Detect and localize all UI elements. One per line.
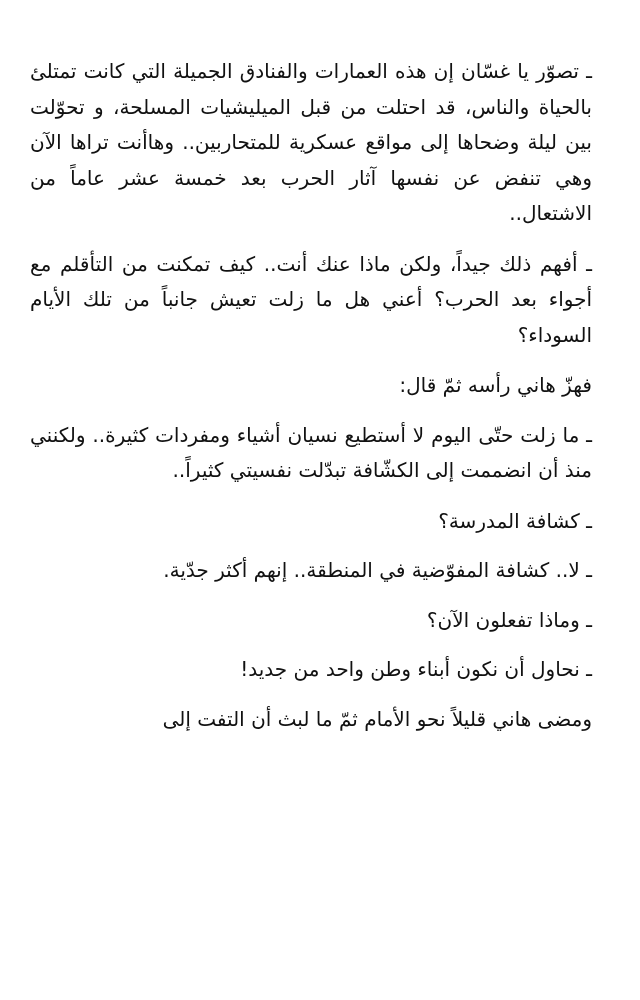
- paragraph-2: [30, 247, 612, 354]
- text-line: كثيرة.. ولكنني منذ أن انضممت إلى الكشّافة تبدّلت نفسيتي: [30, 422, 592, 482]
- text-line: ـ أفهم ذلك جيداً، ولكن ماذا عنك أنت.. كيف تمكنت من: [121, 251, 592, 276]
- text-line: ـ ما زلت حتّى اليوم لا أستطيع نسيان أشياء ومفردات: [155, 422, 592, 447]
- text-line: الحرب بعد خمسة عشر عاماً من الاشتعال..: [30, 165, 592, 225]
- text-line: المسلحة، و تحوّلت بين ليلة وضحاها إلى مواقع عسكرية: [30, 94, 592, 154]
- text-line: ومضى هاني قليلاً نحو الأمام ثمّ ما لبث أن التفت إلى: [162, 706, 592, 731]
- paragraph-4: [30, 418, 612, 489]
- text-line: ـ تصوّر يا غسّان إن هذه العمارات والفنادق الجميلة التي: [131, 59, 592, 83]
- text-line: ـ وماذا تفعلون الآن؟: [426, 607, 592, 632]
- body-text: [30, 54, 612, 751]
- text-line: من تلك الأيام السوداء؟: [30, 287, 592, 347]
- paragraph-7: [30, 603, 612, 639]
- text-line: كثيراً..: [172, 458, 224, 482]
- text-line: التأقلم مع أجواء بعد الحرب؟ أعني هل ما زلت تعيش جانباً: [30, 251, 593, 311]
- paragraph-3: [30, 368, 612, 404]
- text-line: ـ كشافة المدرسة؟: [438, 508, 592, 533]
- paragraph-1: [30, 54, 612, 232]
- paragraph-6: [30, 553, 612, 589]
- text-line: ـ نحاول أن نكون أبناء وطن واحد من جديد!: [240, 657, 592, 681]
- paragraph-5: [30, 504, 612, 540]
- text-line: كانت تمتلئ بالحياة والناس، قد احتلت من قبل الميليشيات: [30, 59, 592, 119]
- text-line: ـ لا.. كشافة المفوّضية في المنطقة.. إنهم أكثر جدّية.: [163, 558, 592, 582]
- paragraph-8: [30, 652, 612, 688]
- paragraph-9: [30, 702, 612, 738]
- text-line: للمتحاربين.. وهاأنت تراها الآن وهي تنفض عن نفسها آثار: [30, 130, 593, 190]
- text-line: فهزّ هاني رأسه ثمّ قال:: [399, 373, 592, 397]
